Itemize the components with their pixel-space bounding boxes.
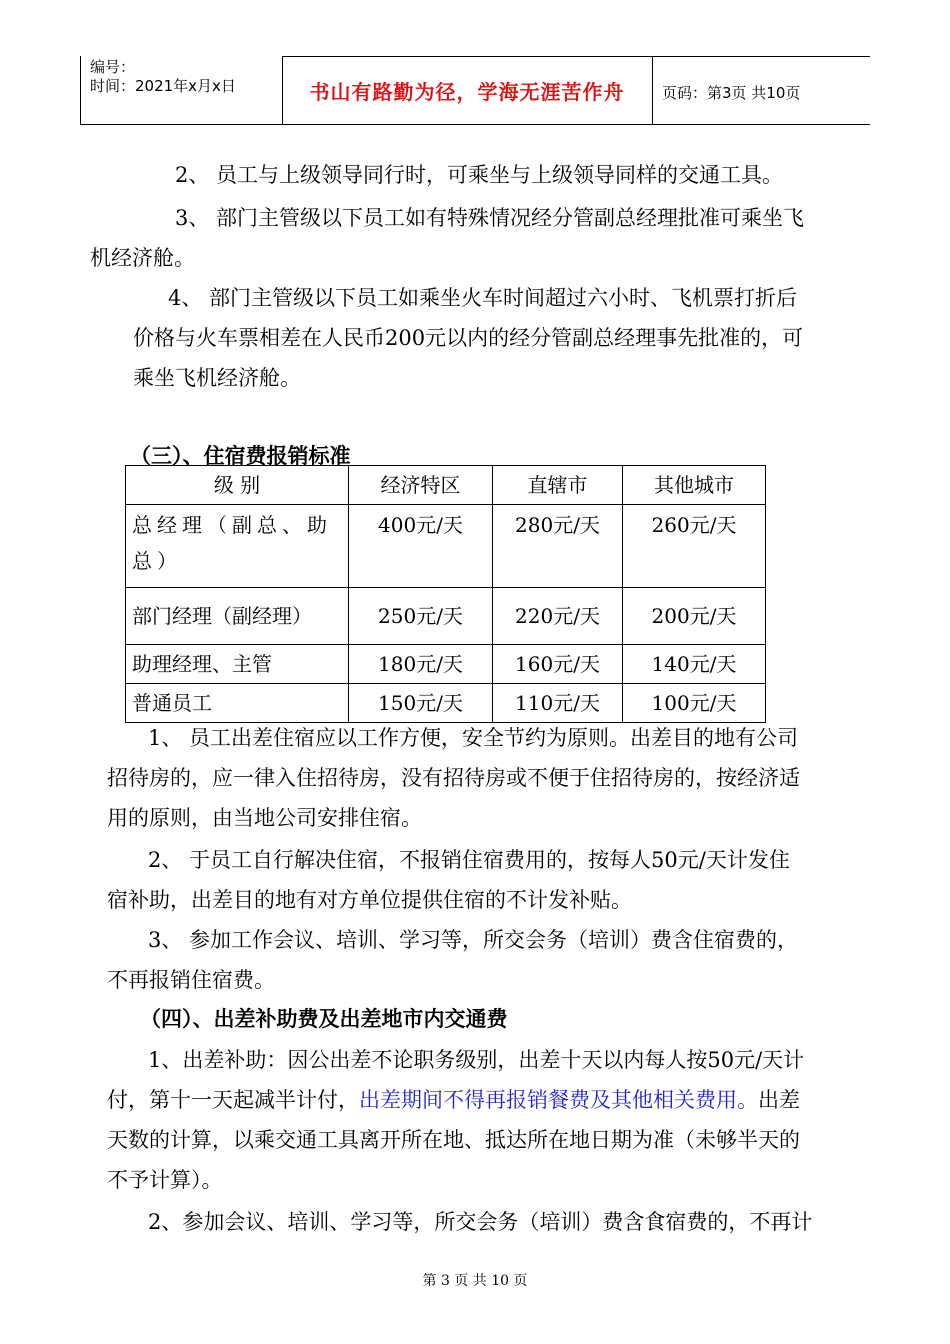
lodging-item-1-line2: 招待房的，应一律入住招待房，没有招待房或不便于住招待房的，按经济适 xyxy=(107,766,800,790)
header-motto: 书山有路勤为径，学海无涯苦作舟 xyxy=(309,80,625,104)
table-cell: 110元/天 xyxy=(493,684,623,723)
header-page-number: 页码：第3页 共10页 xyxy=(662,84,801,102)
serial-number: 编号： xyxy=(90,58,136,76)
transport-item-3-line2: 机经济舱。 xyxy=(90,246,195,270)
table-cell: 400元/天 xyxy=(349,505,493,588)
lodging-item-1-line1: 1、 员工出差住宿应以工作方便，安全节约为原则。出差目的地有公司 xyxy=(148,726,799,750)
section-title-lodging: （三）、住宿费报销标准 xyxy=(130,444,351,468)
section-title-allowance: （四）、出差补助费及出差地市内交通费 xyxy=(140,1007,508,1031)
table-cell: 150元/天 xyxy=(349,684,493,723)
lodging-item-3-line1: 3、 参加工作会议、培训、学习等，所交会务（培训）费含住宿费的， xyxy=(148,928,799,952)
header-border xyxy=(80,56,81,124)
table-cell: 140元/天 xyxy=(623,645,766,684)
allowance-item-1-line2 xyxy=(107,1080,800,1120)
allowance-item-1-line4: 不予计算）。 xyxy=(107,1168,223,1192)
table-cell: 总经理（副总、助总） xyxy=(132,513,332,573)
table-cell: 280元/天 xyxy=(493,505,623,588)
table-header-cell: 其他城市 xyxy=(623,466,766,505)
lodging-item-3-line2: 不再报销住宿费。 xyxy=(107,968,275,992)
header-meta xyxy=(90,58,236,96)
table-cell: 250元/天 xyxy=(349,588,493,645)
table-row xyxy=(126,645,766,684)
allowance-item-2-line1: 2、参加会议、培训、学习等，所交会务（培训）费含食宿费的，不再计 xyxy=(148,1210,813,1234)
lodging-item-2-line2: 宿补助，出差目的地有对方单位提供住宿的不计发补贴。 xyxy=(107,888,632,912)
table-cell: 160元/天 xyxy=(493,645,623,684)
table-cell: 200元/天 xyxy=(623,588,766,645)
table-header-cell: 经济特区 xyxy=(349,466,493,505)
table-row xyxy=(126,588,766,645)
allowance-highlight-text: 出差期间不得再报销餐费及其他相关费用。 xyxy=(359,1088,758,1112)
header-border xyxy=(80,124,870,125)
table-cell: 220元/天 xyxy=(493,588,623,645)
table-cell: 100元/天 xyxy=(623,684,766,723)
transport-item-3-line1: 3、 部门主管级以下员工如有特殊情况经分管副总经理批准可乘坐飞 xyxy=(175,206,805,230)
table-header-row xyxy=(126,466,766,505)
allowance-text: 付，第十一天起减半计付， xyxy=(107,1088,359,1112)
header-date: 时间：2021年x月x日 xyxy=(90,77,236,95)
transport-item-4-line1: 4、 部门主管级以下员工如乘坐火车时间超过六小时、飞机票打折后 xyxy=(168,286,798,310)
table-row xyxy=(126,684,766,723)
lodging-standard-table xyxy=(125,465,766,723)
table-cell: 普通员工 xyxy=(126,684,349,723)
allowance-item-1-line3: 天数的计算，以乘交通工具离开所在地、抵达所在地日期为准（未够半天的 xyxy=(107,1128,800,1152)
table-row xyxy=(126,505,766,588)
table-cell: 助理经理、主管 xyxy=(126,645,349,684)
header-divider xyxy=(652,56,653,124)
header-border xyxy=(282,56,870,57)
allowance-item-1-line1: 1、出差补助：因公出差不论职务级别，出差十天以内每人按50元/天计 xyxy=(148,1048,805,1072)
lodging-item-1-line3: 用的原则，由当地公司安排住宿。 xyxy=(107,806,422,830)
lodging-item-2-line1: 2、 于员工自行解决住宿，不报销住宿费用的，按每人50元/天计发住 xyxy=(148,848,790,872)
table-cell: 部门经理（副经理） xyxy=(126,588,349,645)
table-header-cell: 级 别 xyxy=(126,466,349,505)
transport-item-4-line3: 乘坐飞机经济舱。 xyxy=(133,366,301,390)
transport-item-4-line2: 价格与火车票相差在人民币200元以内的经分管副总经理事先批准的，可 xyxy=(133,326,804,350)
allowance-text: 出差 xyxy=(758,1088,800,1112)
transport-item-2: 2、 员工与上级领导同行时，可乘坐与上级领导同样的交通工具。 xyxy=(175,163,784,187)
page-footer: 第 3 页 共 10 页 xyxy=(422,1273,528,1289)
table-cell: 260元/天 xyxy=(623,505,766,588)
table-header-cell: 直辖市 xyxy=(493,466,623,505)
table-cell: 180元/天 xyxy=(349,645,493,684)
